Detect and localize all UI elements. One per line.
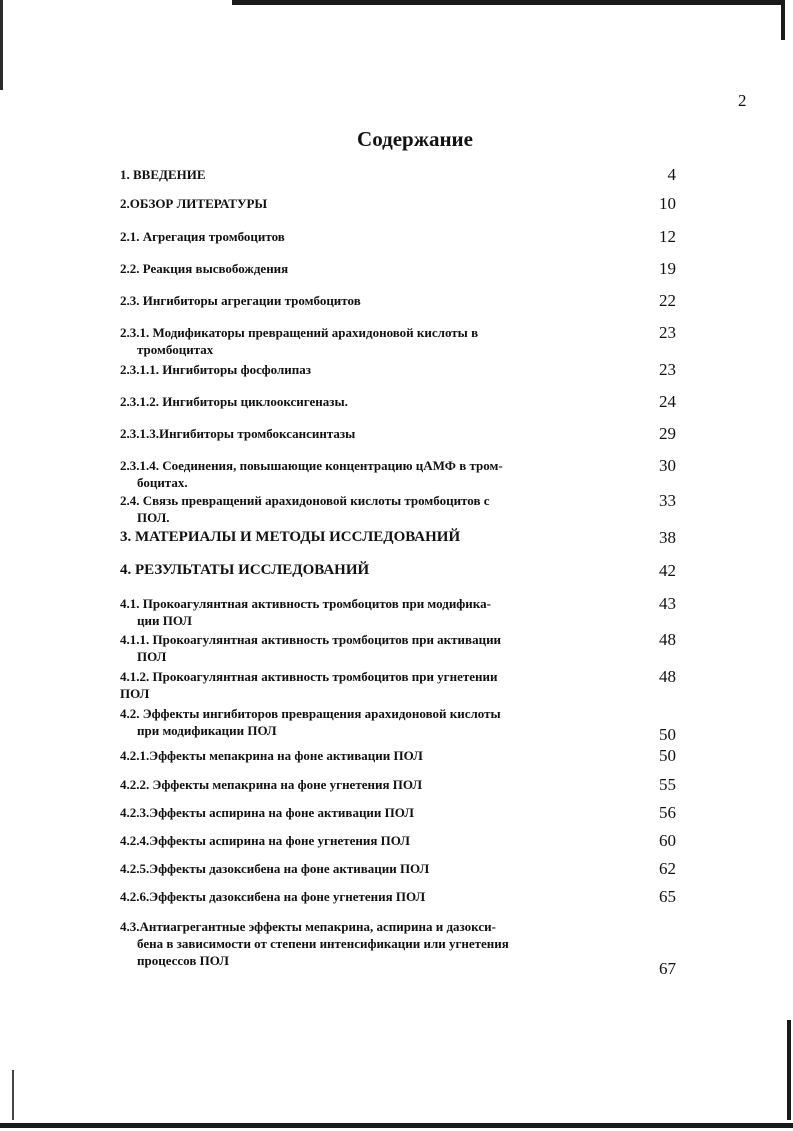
toc-entry-line: 2.3.1.3.Ингибиторы тромбоксансинтазы bbox=[120, 426, 356, 441]
toc-entry-line: 4.2.6.Эффекты дазоксибена на фоне угнетения ПОЛ bbox=[120, 889, 426, 904]
toc-entry-line: 4.2.1.Эффекты мепакрина на фоне активации ПОЛ bbox=[120, 748, 423, 763]
toc-entry-page: 33 bbox=[659, 491, 676, 510]
toc-entry-line: 2.3.1. Модификаторы превращений арахидоновой кислоты в bbox=[120, 325, 479, 340]
toc-entry-page: 55 bbox=[659, 775, 676, 794]
toc-entry-title bbox=[120, 361, 600, 378]
toc-entry-page: 43 bbox=[659, 594, 676, 613]
toc-entry-page: 65 bbox=[659, 887, 676, 906]
toc-entry-page: 22 bbox=[659, 291, 676, 310]
toc-entry-page: 24 bbox=[659, 392, 676, 411]
toc-entry-line: ПОЛ. bbox=[137, 510, 170, 525]
scan-border-left bbox=[0, 0, 3, 90]
toc-entry-line: 4.2.2. Эффекты мепакрина на фоне угнетения ПОЛ bbox=[120, 777, 423, 792]
toc-entry-line: 4.2.5.Эффекты дазоксибена на фоне активации ПОЛ bbox=[120, 861, 430, 876]
toc-entry-line: 4.1. Прокоагулянтная активность тромбоцитов при модифика- bbox=[120, 596, 491, 611]
toc-entry-title bbox=[120, 228, 600, 245]
toc-entry-line: боцитах. bbox=[137, 475, 188, 490]
toc-entry-title bbox=[120, 562, 600, 579]
toc-entry-page: 62 bbox=[659, 859, 676, 878]
toc-entry-title bbox=[120, 195, 600, 212]
toc-entry-line: тромбоцитах bbox=[137, 342, 214, 357]
toc-entry-page: 56 bbox=[659, 803, 676, 822]
scan-border-right bbox=[781, 0, 785, 40]
toc-entry-title bbox=[120, 918, 600, 969]
toc-entry-page: 23 bbox=[659, 360, 676, 379]
toc-entry-title bbox=[120, 804, 600, 821]
toc-entry-line: 4.1.2. Прокоагулянтная активность тромбоцитов при угнетении bbox=[120, 669, 498, 684]
toc-entry-title bbox=[120, 888, 600, 905]
scan-border-left-lower bbox=[12, 1070, 14, 1120]
toc-entry-line: бена в зависимости от степени интенсификации или угнетения bbox=[137, 936, 509, 951]
toc-entry-page: 50 bbox=[659, 725, 676, 744]
toc-entry-line: 4. РЕЗУЛЬТАТЫ ИССЛЕДОВАНИЙ bbox=[120, 562, 370, 578]
toc-entry-title bbox=[120, 529, 600, 546]
toc-entry-title bbox=[120, 324, 600, 358]
toc-entry-line: 2.2. Реакция высвобождения bbox=[120, 261, 289, 276]
scan-border-bottom bbox=[0, 1123, 793, 1128]
toc-entry-title bbox=[120, 747, 600, 764]
toc-entry-page: 38 bbox=[659, 528, 676, 547]
toc-entry-title bbox=[120, 260, 600, 277]
scan-border-right-lower bbox=[787, 1020, 791, 1120]
toc-entry-line: 1. ВВЕДЕНИЕ bbox=[120, 167, 206, 182]
toc-entry-line: ПОЛ bbox=[120, 686, 150, 701]
toc-entry-title bbox=[120, 832, 600, 849]
toc-entry-line: 2.3. Ингибиторы агрегации тромбоцитов bbox=[120, 293, 361, 308]
toc-entry-line: 2.3.1.2. Ингибиторы циклооксигеназы. bbox=[120, 394, 348, 409]
toc-entry-line: 2.3.1.4. Соединения, повышающие концентрацию цАМФ в тром- bbox=[120, 458, 503, 473]
toc-entry-title bbox=[120, 860, 600, 877]
toc-entry-page: 12 bbox=[659, 227, 676, 246]
toc-entry-line: 4.2.4.Эффекты аспирина на фоне угнетения ПОЛ bbox=[120, 833, 410, 848]
toc-entry-title bbox=[120, 393, 600, 410]
toc-entry-title bbox=[120, 631, 600, 665]
toc-entry-title bbox=[120, 492, 600, 526]
toc-entry-page: 60 bbox=[659, 831, 676, 850]
toc-entry-line: процессов ПОЛ bbox=[137, 953, 229, 968]
toc-entry-page: 67 bbox=[659, 959, 676, 978]
page-title: Содержание bbox=[357, 127, 473, 151]
toc-entry-title bbox=[120, 595, 600, 629]
page-number: 2 bbox=[738, 91, 747, 110]
toc-entry-page: 48 bbox=[659, 667, 676, 686]
toc-entry-line: 2.4. Связь превращений арахидоновой кислоты тромбоцитов с bbox=[120, 493, 490, 508]
toc-entry-page: 29 bbox=[659, 424, 676, 443]
toc-entry-page: 48 bbox=[659, 630, 676, 649]
toc-entry-page: 10 bbox=[659, 194, 676, 213]
toc-entry-page: 50 bbox=[659, 746, 676, 765]
toc-entry-line: ции ПОЛ bbox=[137, 613, 192, 628]
toc-entry-page: 19 bbox=[659, 259, 676, 278]
toc-entry-line: 4.1.1. Прокоагулянтная активность тромбоцитов при активации bbox=[120, 632, 502, 647]
toc-entry-line: 2.1. Агрегация тромбоцитов bbox=[120, 229, 285, 244]
toc-entry-page: 4 bbox=[667, 165, 676, 184]
toc-entry-title bbox=[120, 457, 600, 491]
toc-entry-line: 4.2.3.Эффекты аспирина на фоне активации ПОЛ bbox=[120, 805, 414, 820]
toc-entry-title bbox=[120, 776, 600, 793]
toc-entry-title bbox=[120, 292, 600, 309]
toc-entry-line: 2.ОБЗОР ЛИТЕРАТУРЫ bbox=[120, 196, 268, 211]
toc-entry-title bbox=[120, 705, 600, 739]
toc-entry-line: 4.2. Эффекты ингибиторов превращения арахидоновой кислоты bbox=[120, 706, 501, 721]
toc-entry-title bbox=[120, 668, 600, 702]
scan-border-top bbox=[232, 0, 784, 5]
toc-entry-line: ПОЛ bbox=[137, 649, 167, 664]
toc-entry-line: 4.3.Антиагрегантные эффекты мепакрина, аспирина и дазокси- bbox=[120, 919, 496, 934]
toc-entry-line: при модификации ПОЛ bbox=[137, 723, 277, 738]
toc-entry-line: 3. МАТЕРИАЛЫ И МЕТОДЫ ИССЛЕДОВАНИЙ bbox=[120, 529, 461, 545]
toc-entry-page: 42 bbox=[659, 561, 676, 580]
toc-entry-page: 30 bbox=[659, 456, 676, 475]
toc-entry-page: 23 bbox=[659, 323, 676, 342]
toc-entry-title bbox=[120, 166, 600, 183]
toc-entry-title bbox=[120, 425, 600, 442]
toc-entry-line: 2.3.1.1. Ингибиторы фосфолипаз bbox=[120, 362, 311, 377]
